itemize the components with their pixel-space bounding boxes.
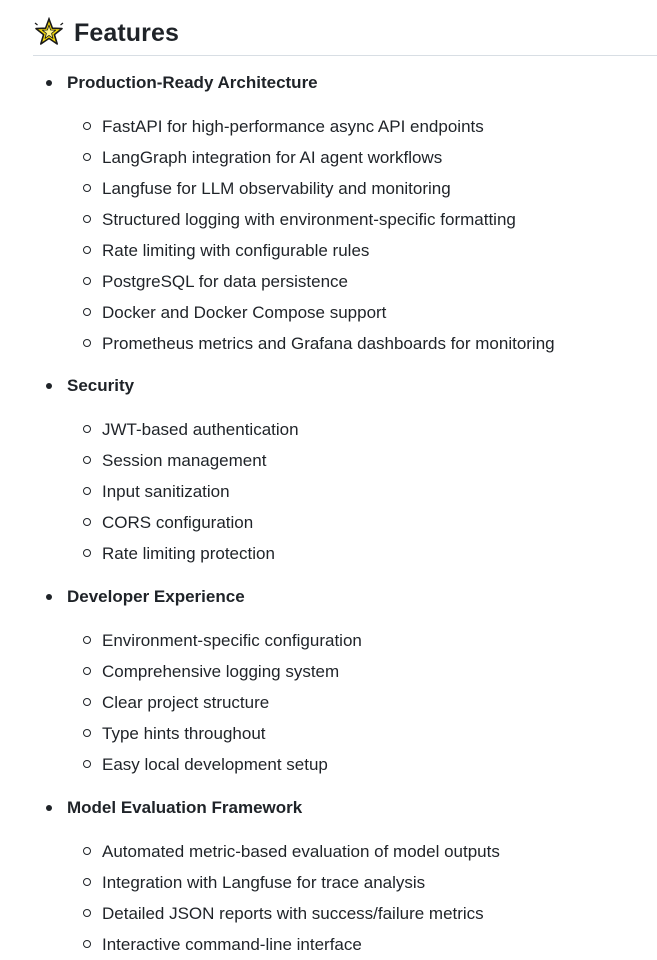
list-item-text: Session management (102, 450, 267, 470)
list-item (33, 328, 657, 359)
bullet-circle-icon (83, 246, 91, 254)
list-item (33, 507, 657, 538)
bullet-circle-icon (83, 215, 91, 223)
list-item (33, 836, 657, 867)
list-item (33, 538, 657, 569)
list-item (33, 297, 657, 328)
list-item-text: Langfuse for LLM observability and monitoring (102, 178, 451, 198)
list-item-text: Type hints throughout (102, 723, 266, 743)
section-title-row (33, 370, 657, 401)
bullet-circle-icon (83, 549, 91, 557)
list-item (33, 898, 657, 929)
list-item (33, 111, 657, 142)
section-title-row (33, 581, 657, 612)
bullet-circle-icon (83, 184, 91, 192)
bullet-circle-icon (83, 425, 91, 433)
list-item (33, 656, 657, 687)
features-heading (33, 14, 657, 56)
list-item-text: Structured logging with environment-specific formatting (102, 209, 516, 229)
list-item-text: Automated metric-based evaluation of model outputs (102, 841, 500, 861)
list-item-text: Comprehensive logging system (102, 661, 340, 681)
list-item-text: Input sanitization (102, 481, 230, 501)
feature-section (33, 792, 657, 960)
list-item (33, 625, 657, 656)
list-item (33, 266, 657, 297)
section-items-list (33, 836, 657, 960)
section-items-list (33, 414, 657, 569)
list-item (33, 476, 657, 507)
list-item-text: JWT-based authentication (102, 419, 299, 439)
bullet-disc-icon (46, 594, 52, 600)
list-item-text: Prometheus metrics and Grafana dashboards for monitoring (102, 333, 555, 353)
bullet-circle-icon (83, 878, 91, 886)
list-item-text: PostgreSQL for data persistence (102, 271, 349, 291)
page-title: Features (74, 18, 180, 47)
bullet-disc-icon (46, 383, 52, 389)
section-title: Developer Experience (67, 586, 245, 606)
list-item (33, 235, 657, 266)
list-item (33, 687, 657, 718)
section-title: Production-Ready Architecture (67, 72, 318, 92)
list-item-text: CORS configuration (102, 512, 254, 532)
feature-section (33, 581, 657, 780)
list-item (33, 867, 657, 898)
bullet-circle-icon (83, 698, 91, 706)
list-item-text: Easy local development setup (102, 754, 328, 774)
section-title-row (33, 67, 657, 98)
list-item (33, 173, 657, 204)
section-title: Security (67, 375, 135, 395)
list-item-text: FastAPI for high-performance async API endpoints (102, 116, 484, 136)
list-item-text: Environment-specific configuration (102, 630, 362, 650)
bullet-circle-icon (83, 122, 91, 130)
sparkles-star-icon (33, 17, 65, 49)
bullet-circle-icon (83, 518, 91, 526)
bullet-circle-icon (83, 667, 91, 675)
section-items-list (33, 625, 657, 780)
bullet-circle-icon (83, 940, 91, 948)
bullet-circle-icon (83, 153, 91, 161)
list-item (33, 414, 657, 445)
bullet-circle-icon (83, 487, 91, 495)
bullet-disc-icon (46, 80, 52, 86)
bullet-circle-icon (83, 308, 91, 316)
list-item (33, 749, 657, 780)
feature-section (33, 370, 657, 569)
bullet-circle-icon (83, 339, 91, 347)
list-item (33, 142, 657, 173)
list-item-text: Clear project structure (102, 692, 270, 712)
bullet-circle-icon (83, 277, 91, 285)
list-item-text: Docker and Docker Compose support (102, 302, 387, 322)
section-items-list (33, 111, 657, 359)
bullet-disc-icon (46, 805, 52, 811)
section-title: Model Evaluation Framework (67, 797, 303, 817)
list-item (33, 718, 657, 749)
bullet-circle-icon (83, 729, 91, 737)
list-item-text: LangGraph integration for AI agent workflows (102, 147, 443, 167)
list-item-text: Integration with Langfuse for trace analysis (102, 872, 426, 892)
list-item-text: Rate limiting with configurable rules (102, 240, 370, 260)
bullet-circle-icon (83, 456, 91, 464)
section-title-row (33, 792, 657, 823)
feature-section (33, 67, 657, 359)
list-item-text: Detailed JSON reports with success/failure metrics (102, 903, 484, 923)
bullet-circle-icon (83, 909, 91, 917)
bullet-circle-icon (83, 760, 91, 768)
bullet-circle-icon (83, 847, 91, 855)
list-item (33, 929, 657, 960)
list-item-text: Interactive command-line interface (102, 934, 362, 954)
bullet-circle-icon (83, 636, 91, 644)
list-item (33, 445, 657, 476)
list-item (33, 204, 657, 235)
list-item-text: Rate limiting protection (102, 543, 275, 563)
